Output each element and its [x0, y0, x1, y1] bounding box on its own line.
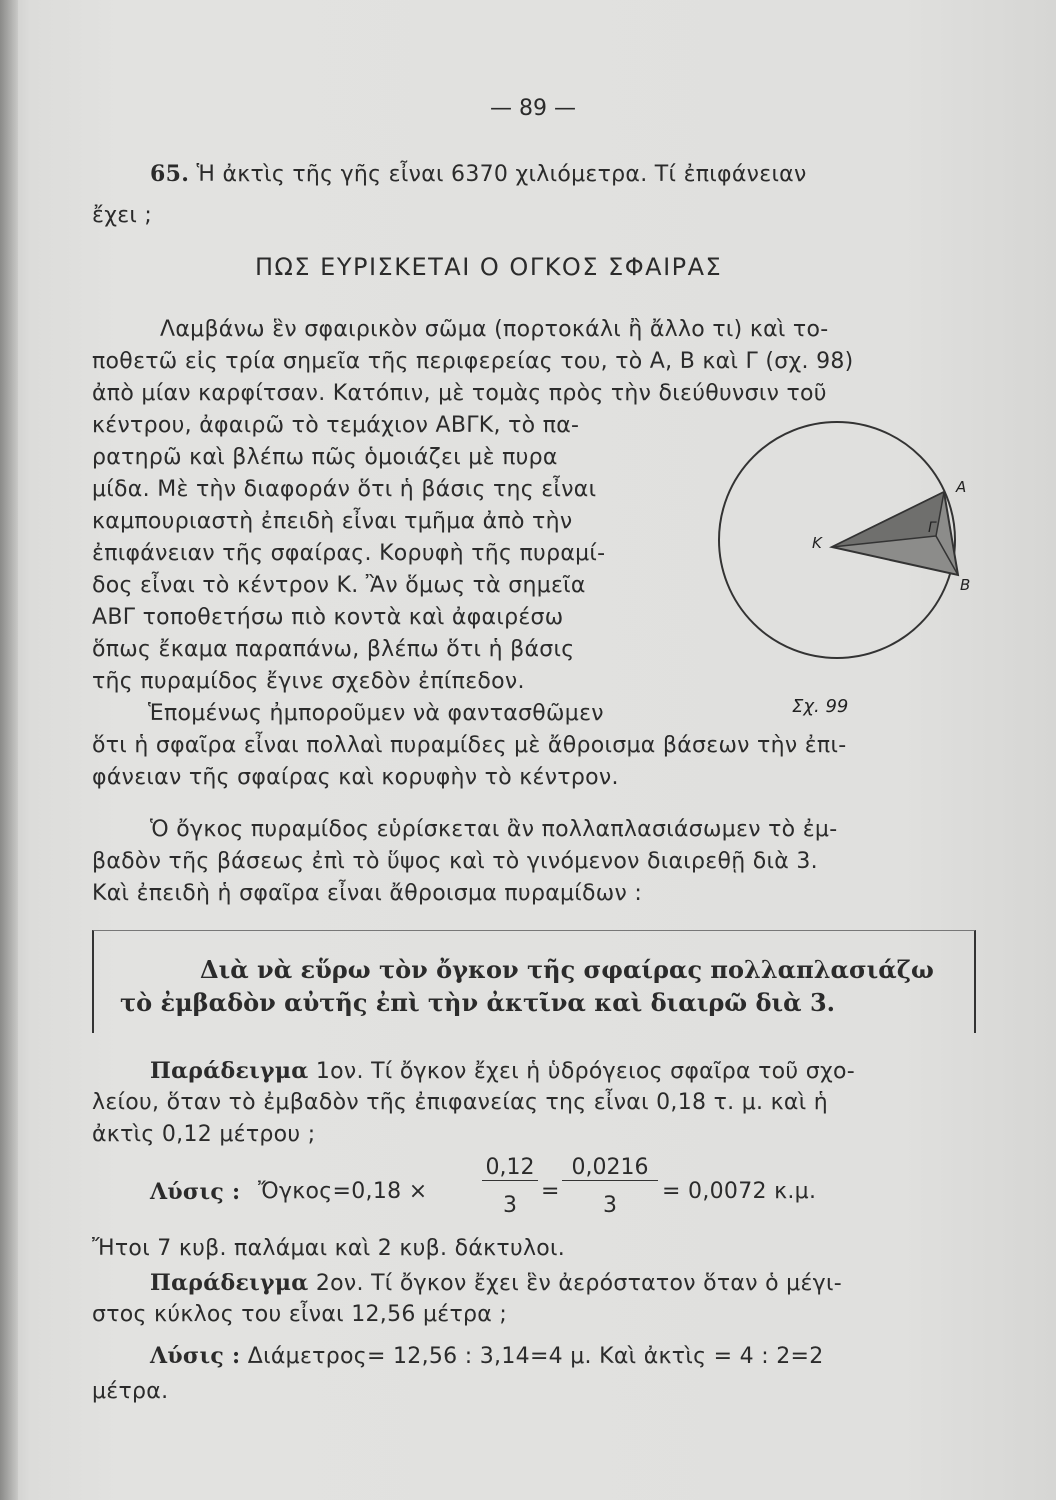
example1-text: Τί ὄγκον ἔχει ἡ ὑδρόγειος σφαῖρα τοῦ σχο- — [371, 1059, 855, 1084]
rule-line: Διὰ νὰ εὕρω τὸν ὄγκον τῆς σφαίρας πολλαπλασιάζω — [200, 955, 934, 984]
para2-line: Ὁ ὄγκος πυραμίδος εὑρίσκεται ἂν πολλαπλασιάσωμεν τὸ ἐμ- — [150, 817, 838, 842]
label-g: Γ — [928, 520, 936, 536]
solution-formula-a: Ὄγκος=0,18 × — [258, 1179, 428, 1204]
example2-title: Παράδειγμα — [150, 1270, 309, 1296]
book-spine — [0, 0, 18, 1500]
example2-solution-line2: μέτρα. — [92, 1379, 169, 1404]
problem-text: Ἡ ἀκτὶς τῆς γῆς εἶναι 6370 χιλιόμετρα. Τί ἐπιφάνειαν — [196, 162, 807, 187]
label-k: Κ — [812, 534, 822, 552]
para1-line: μίδα. Μὲ τὴν διαφοράν ὅτι ἡ βάσις της εἶναι — [92, 477, 597, 502]
equals-sign: = — [541, 1179, 560, 1204]
para1-line: ἐπιφάνειαν τῆς σφαίρας. Κορυφὴ τῆς πυραμί- — [92, 541, 606, 566]
example1-line1 — [150, 1055, 855, 1088]
solution-formula-b: = 0,0072 κ.μ. — [662, 1179, 817, 1204]
solution2-text: Διάμετρος= 12,56 : 3,14=4 μ. Καὶ ἀκτὶς = 4 : 2=2 — [247, 1344, 824, 1369]
fraction2-denominator: 3 — [603, 1193, 617, 1218]
fraction1-denominator: 3 — [503, 1193, 517, 1218]
fraction2-numerator: 0,0216 — [562, 1155, 658, 1181]
example2-line2: στος κύκλος του εἶναι 12,56 μέτρα ; — [92, 1302, 508, 1327]
para1-line: τῆς πυραμίδος ἔγινε σχεδὸν ἐπίπεδον. — [92, 669, 525, 694]
example2-line1 — [150, 1267, 842, 1300]
para1-line: ρατηρῶ καὶ βλέπω πῶς ὁμοιάζει μὲ πυρα — [92, 445, 558, 470]
figure-caption: Σχ. 99 — [792, 696, 849, 717]
label-b: Β — [960, 576, 971, 594]
problem-65-line1 — [150, 158, 807, 191]
para1-line: ὅτι ἡ σφαῖρα εἶναι πολλαὶ πυραμίδες μὲ ἄθροισμα βάσεων τὴν ἐπι- — [92, 733, 847, 758]
para1-line: ἀπὸ μίαν καρφίτσαν. Κατόπιν, μὲ τομὰς πρὸς τὴν διεύθυνσιν τοῦ — [92, 381, 827, 406]
example1-line3: ἀκτὶς 0,12 μέτρου ; — [92, 1122, 316, 1147]
solution-label: Λύσις : — [150, 1179, 241, 1205]
para1-line: Λαμβάνω ἓν σφαιρικὸν σῶμα (πορτοκάλι ἢ ἄλλο τι) καὶ το- — [160, 317, 829, 342]
para2-line: Καὶ ἐπειδὴ ἡ σφαῖρα εἶναι ἄθροισμα πυραμίδων : — [92, 881, 643, 906]
fraction1-numerator: 0,12 — [482, 1155, 538, 1181]
problem-65-line2: ἔχει ; — [92, 203, 153, 228]
example1-number: 1ον. — [315, 1059, 364, 1084]
sphere-pyramid-figure — [712, 420, 1002, 720]
rule-line: τὸ ἐμβαδὸν αὐτῆς ἐπὶ τὴν ἀκτῖνα καὶ διαιρῶ διὰ 3. — [120, 988, 836, 1017]
example2-number: 2ον. — [315, 1271, 364, 1296]
para1-line: κέντρου, ἀφαιρῶ τὸ τεμάχιον ΑΒΓΚ, τὸ πα- — [92, 413, 580, 438]
problem-number: 65. — [150, 161, 190, 187]
para1-line: ὅπως ἔκαμα παραπάνω, βλέπω ὅτι ἡ βάσις — [92, 637, 575, 662]
solution2-label: Λύσις : — [150, 1343, 241, 1369]
example1-result: Ἤτοι 7 κυβ. παλάμαι καὶ 2 κυβ. δάκτυλοι. — [92, 1236, 566, 1261]
example2-text: Τί ὄγκον ἔχει ἓν ἀερόστατον ὅταν ὁ μέγι- — [371, 1271, 842, 1296]
page-number: — 89 — — [490, 96, 576, 121]
para1-line: ποθετῶ εἰς τρία σημεῖα τῆς περιφερείας του, τὸ Α, Β καὶ Γ (σχ. 98) — [92, 349, 854, 374]
example2-solution — [150, 1340, 824, 1373]
example1-line2: λείου, ὅταν τὸ ἐμβαδὸν τῆς ἐπιφανείας της εἶναι 0,18 τ. μ. καὶ ἡ — [92, 1090, 828, 1115]
para1-line: Ἑπομένως ἠμποροῦμεν νὰ φαντασθῶμεν — [148, 701, 604, 726]
para1-line: δος εἶναι τὸ κέντρον Κ. Ἂν ὅμως τὰ σημεῖα — [92, 573, 586, 598]
para1-line: καμπουριαστὴ ἐπειδὴ εἶναι τμῆμα ἀπὸ τὴν — [92, 509, 573, 534]
para1-line: φάνειαν τῆς σφαίρας καὶ κορυφὴν τὸ κέντρον. — [92, 765, 619, 790]
para1-line: ΑΒΓ τοποθετήσω πιὸ κοντὰ καὶ ἀφαιρέσω — [92, 605, 564, 630]
example1-title: Παράδειγμα — [150, 1058, 309, 1084]
para2-line: βαδὸν τῆς βάσεως ἐπὶ τὸ ὕψος καὶ τὸ γινόμενον διαιρεθῇ διὰ 3. — [92, 849, 818, 874]
label-a: Α — [956, 478, 967, 496]
section-heading: ΠΩΣ ΕΥΡΙΣΚΕΤΑΙ Ο ΟΓΚΟΣ ΣΦΑΙΡΑΣ — [255, 253, 723, 281]
